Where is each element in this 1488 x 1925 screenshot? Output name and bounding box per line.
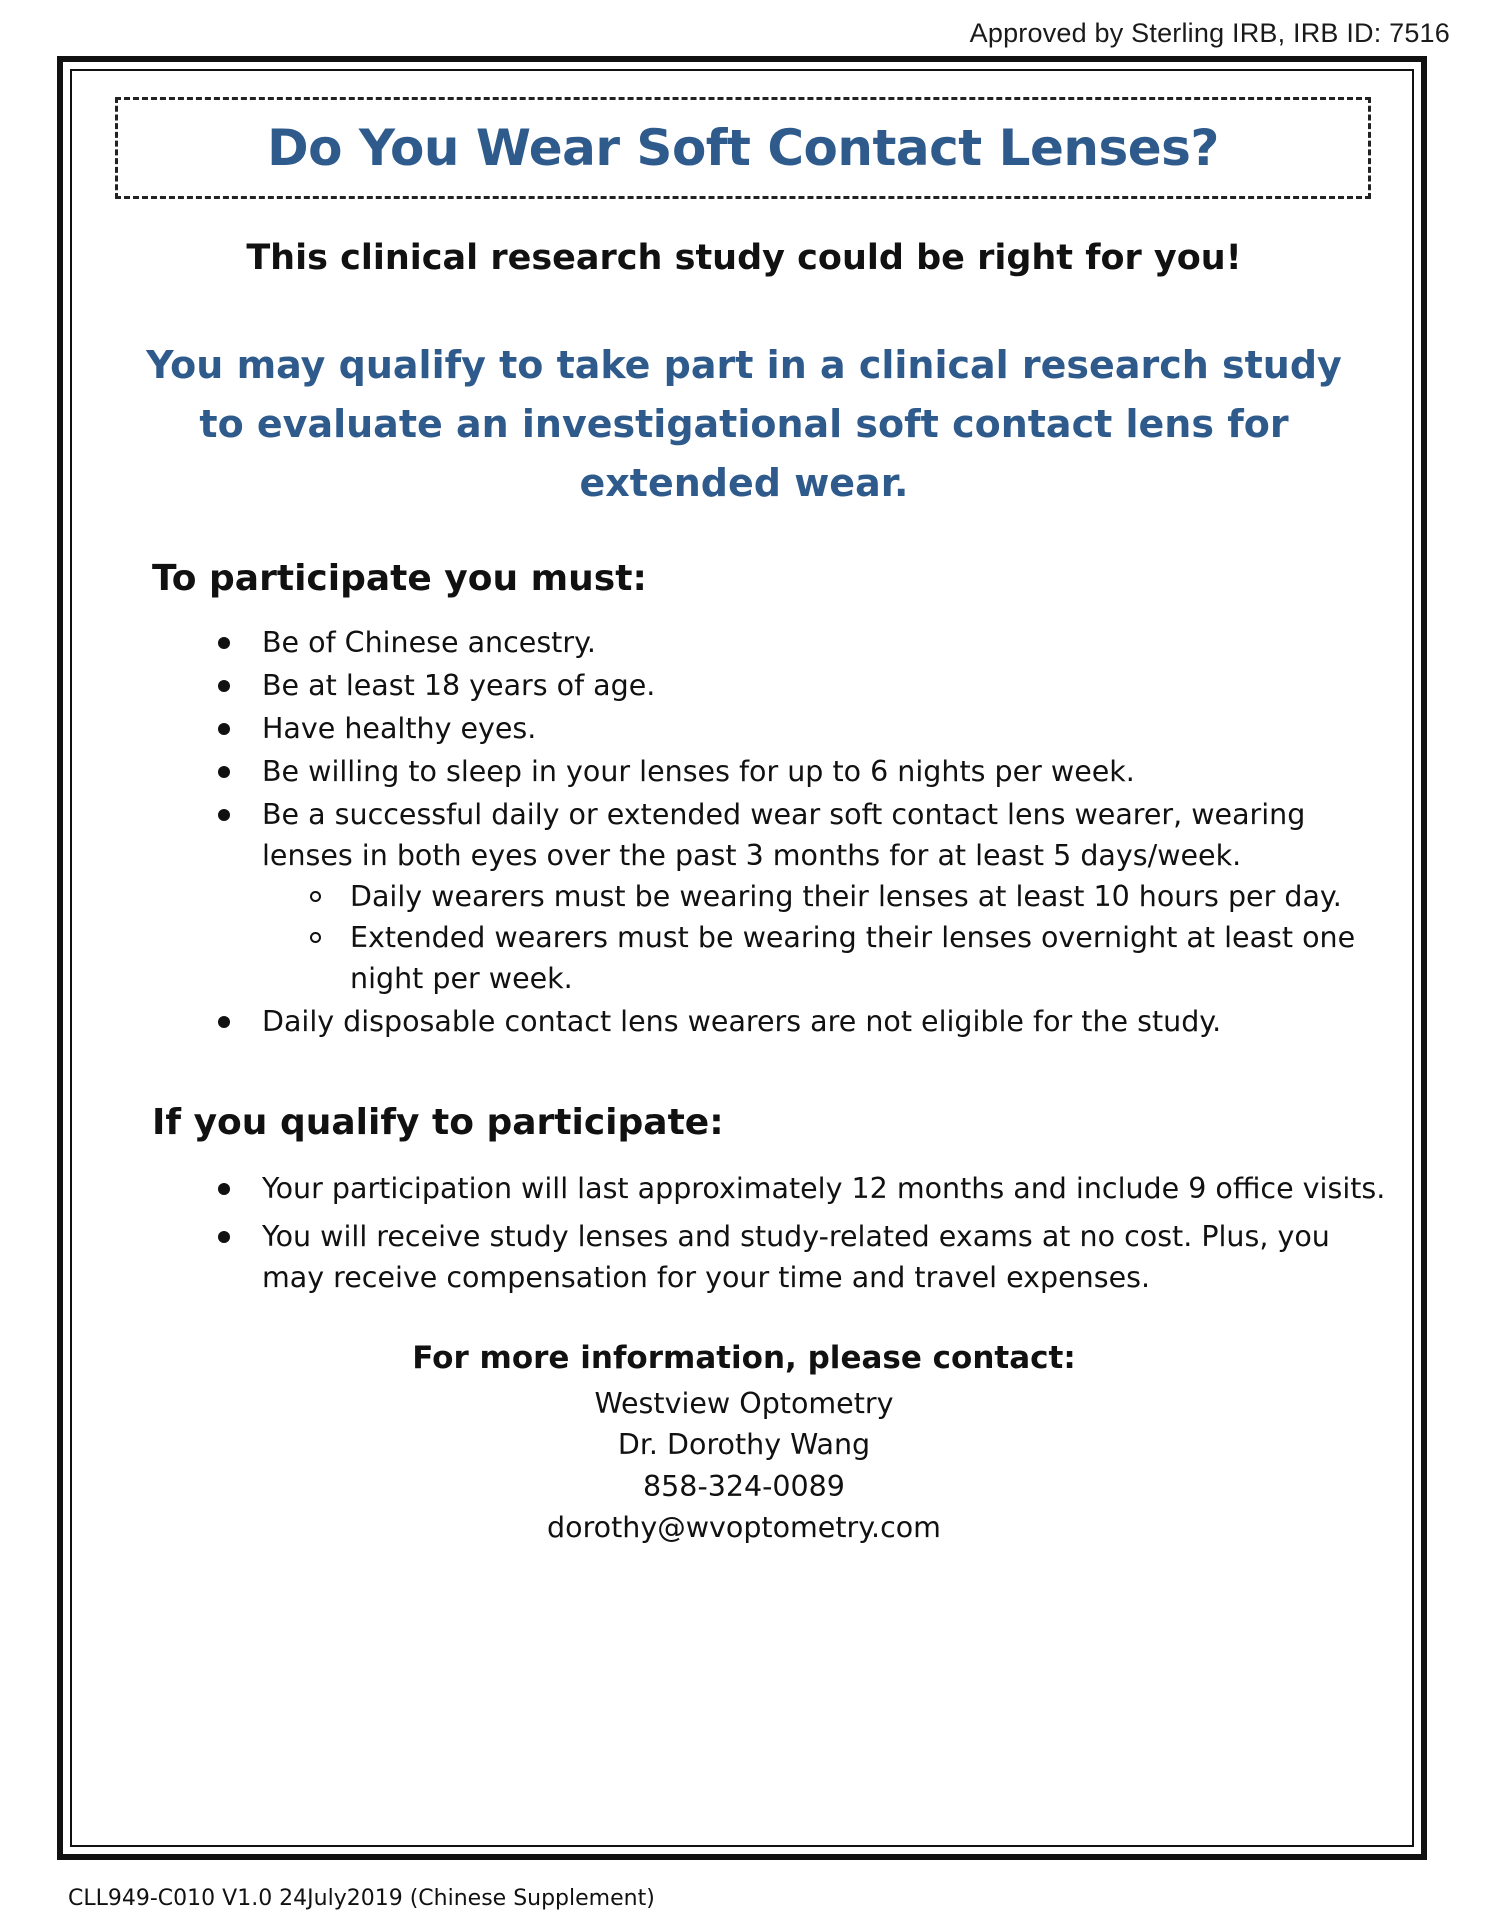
document-footer: CLL949-C010 V1.0 24July2019 (Chinese Supplement) (68, 1886, 655, 1911)
list-item (218, 1216, 1388, 1298)
sub-requirement-text: Daily wearers must be wearing their lenses at least 10 hours per day. (350, 880, 1342, 913)
requirement-text: Be a successful daily or extended wear soft contact lens wearer, wearing lenses in both eyes over the past 3 months for at least 5 days/week. (262, 798, 1306, 872)
list-item (218, 1001, 1388, 1042)
bullet-icon (218, 766, 230, 778)
tagline: This clinical research study could be right for you! (246, 238, 1242, 278)
contact-heading: For more information, please contact: (412, 1340, 1076, 1376)
sub-requirement-text: Extended wearers must be wearing their lenses overnight at least one night per week. (350, 921, 1356, 995)
bullet-icon (218, 637, 230, 649)
list-item (218, 708, 1388, 749)
bullet-icon (218, 723, 230, 735)
qualify-heading: If you qualify to participate: (152, 1102, 724, 1143)
requirement-text: Daily disposable contact lens wearers are not eligible for the study. (262, 1005, 1222, 1038)
contact-organization: Westview Optometry (594, 1386, 894, 1420)
requirements-list (218, 622, 1388, 1044)
list-item (218, 622, 1388, 663)
requirement-text: Be at least 18 years of age. (262, 669, 656, 702)
list-item (218, 665, 1388, 706)
list-item (218, 794, 1388, 999)
sub-requirements-list (262, 876, 1388, 999)
contact-phone: 858-324-0089 (643, 1469, 845, 1503)
list-item (218, 1168, 1388, 1209)
study-description: You may qualify to take part in a clinical research study to evaluate an investigational soft contact lens for extended wear. (146, 343, 1342, 505)
requirement-text: Have healthy eyes. (262, 712, 537, 745)
list-item (218, 751, 1388, 792)
contact-block (0, 1338, 1488, 1549)
sub-list-item (350, 917, 1388, 999)
requirements-heading: To participate you must: (152, 558, 647, 599)
sub-list-item (350, 876, 1388, 917)
qualify-list (218, 1168, 1388, 1305)
qualify-text: Your participation will last approximately 12 months and include 9 office visits. (262, 1172, 1386, 1205)
irb-approval-note: Approved by Sterling IRB, IRB ID: 7516 (969, 18, 1450, 48)
requirement-text: Be of Chinese ancestry. (262, 626, 596, 659)
bullet-icon (218, 1231, 230, 1243)
bullet-icon (218, 809, 230, 821)
bullet-icon (218, 680, 230, 692)
contact-name: Dr. Dorothy Wang (617, 1428, 871, 1461)
hollow-bullet-icon (310, 891, 321, 902)
bullet-icon (218, 1016, 230, 1028)
hollow-bullet-icon (310, 932, 321, 943)
title-box (115, 97, 1371, 199)
qualify-text: You will receive study lenses and study-related exams at no cost. Plus, you may receive compensation for your time and travel expenses. (262, 1220, 1330, 1294)
contact-email: dorothy@wvoptometry.com (547, 1511, 941, 1544)
requirement-text: Be willing to sleep in your lenses for up to 6 nights per week. (262, 755, 1135, 788)
page-title: Do You Wear Soft Contact Lenses? (267, 119, 1219, 177)
bullet-icon (218, 1183, 230, 1195)
